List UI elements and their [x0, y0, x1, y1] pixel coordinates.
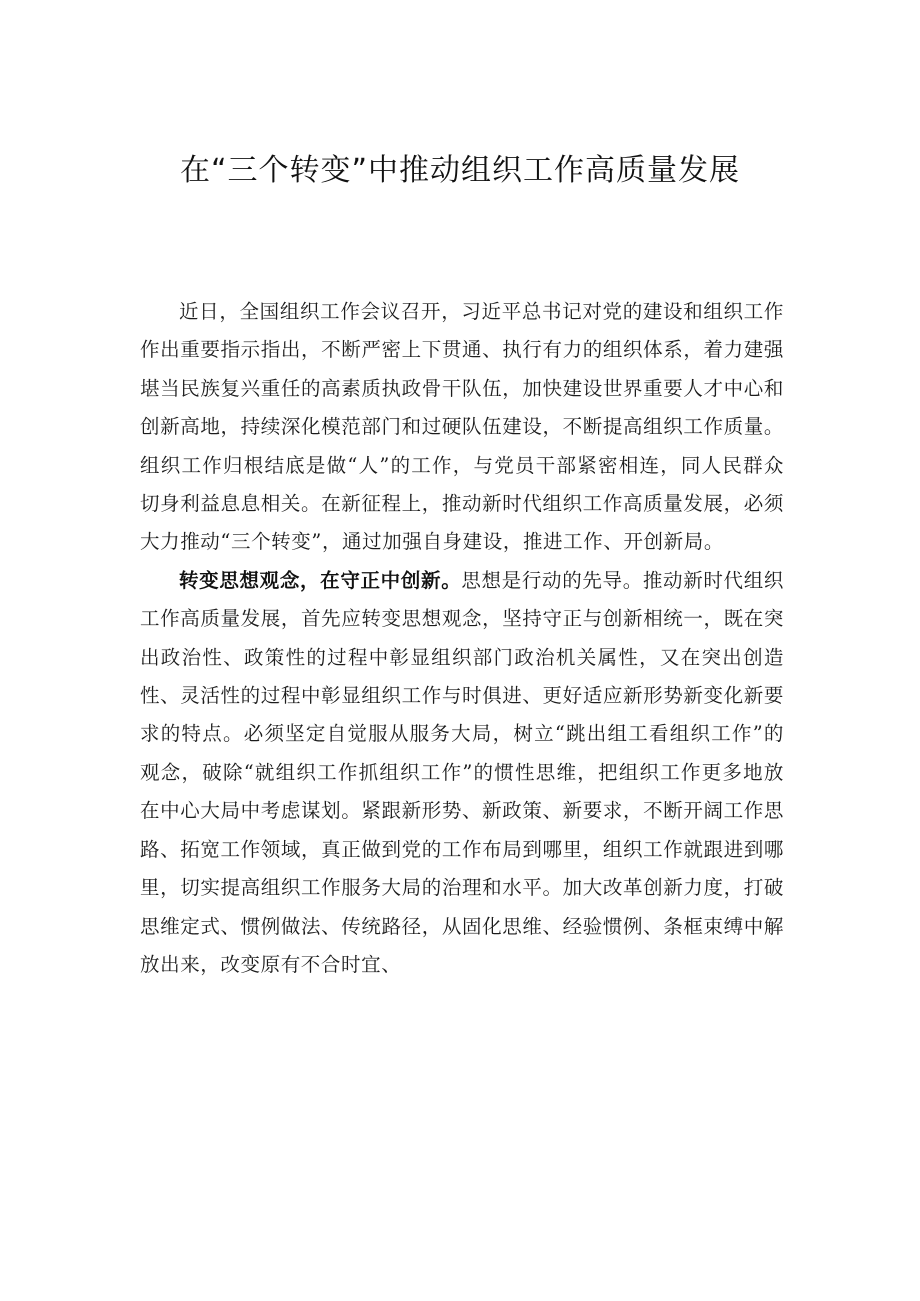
paragraph-intro-text: 近日，全国组织工作会议召开，习近平总书记对党的建设和组织工作作出重要指示指出，不断严密上下贯通、执行有力的组织体系，着力建强堪当民族复兴重任的高素质执政骨干队伍，加快建设世界重要人才中心和创新高地，持续深化模范部门和过硬队伍建设，不断提高组织工作质量。组织工作归根结底是做“人”的工作，与党员干部紧密相连，同人民群众切身利益息息相关。在新征程上，推动新时代组织工作高质量发展，必须大力推动“三个转变”，通过加强自身建设，推进工作、开创新局。: [140, 300, 784, 554]
paragraph-change-thinking-text: 思想是行动的先导。推动新时代组织工作高质量发展，首先应转变思想观念，坚持守正与创新相统一，既在突出政治性、政策性的过程中彰显组织部门政治机关属性，又在突出创造性、灵活性的过程中彰显组织工作与时俱进、更好适应新形势新变化新要求的特点。必须坚定自觉服从服务大局，树立“跳出组工看组织工作”的观念，破除“就组织工作抓组织工作”的惯性思维，把组织工作更多地放在中心大局中考虑谋划。紧跟新形势、新政策、新要求，不断开阔工作思路、拓宽工作领域，真正做到党的工作布局到哪里，组织工作就跟进到哪里，切实提高组织工作服务大局的治理和水平。加大改革创新力度，打破思维定式、惯例做法、传统路径，从固化思维、经验惯例、条框束缚中解放出来，改变原有不合时宜、: [140, 568, 784, 976]
paragraph-change-thinking: [140, 562, 784, 984]
document-body: [140, 293, 784, 984]
document-title: 在“三个转变”中推动组织工作高质量发展: [179, 153, 741, 188]
paragraph-intro: [140, 293, 784, 562]
paragraph-lead-heading: 转变思想观念，在守正中创新。: [179, 568, 462, 592]
